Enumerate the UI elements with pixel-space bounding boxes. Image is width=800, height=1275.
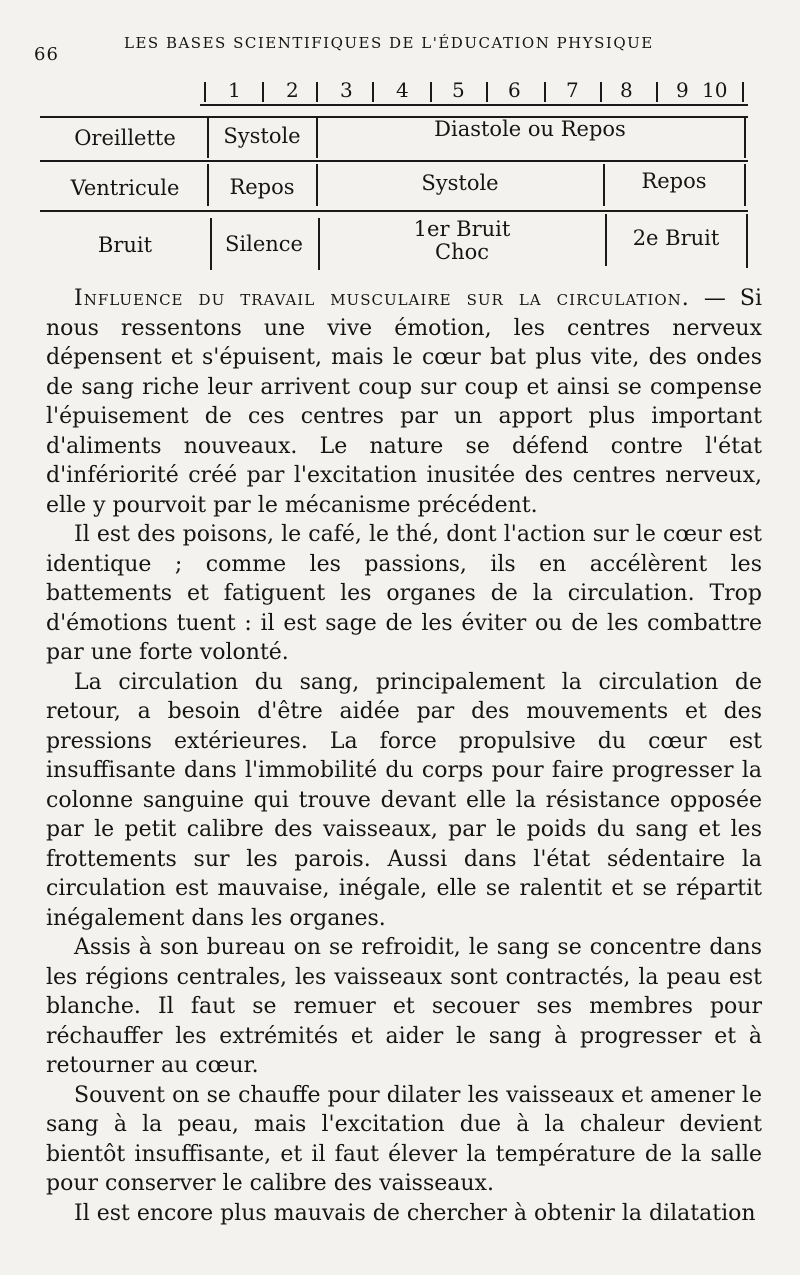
col-number: 9 — [676, 78, 689, 102]
col-number: 8 — [620, 78, 633, 102]
tick-divider — [486, 82, 488, 102]
cell-ventricule-repos: Repos — [229, 175, 295, 199]
cell-divider — [316, 118, 318, 158]
cell-divider — [603, 164, 605, 206]
tick-divider — [204, 82, 206, 102]
cell-ventricule-repos-2: Repos — [641, 169, 707, 193]
col-number: 10 — [702, 78, 728, 102]
tick-divider — [656, 82, 658, 102]
cardiac-cycle-table — [0, 70, 800, 280]
table-rule — [40, 160, 748, 162]
row-label-bruit: Bruit — [97, 233, 153, 257]
tick-divider — [544, 82, 546, 102]
paragraph: Souvent on se chauffe pour dilater les vaisseaux et amener le sang à la peau, mais l'excitation due à la chaleur devient bientôt insuffisante, et il faut élever la température de la salle pour conserver le calibre des vaisseaux. — [46, 1082, 762, 1196]
tick-divider — [600, 82, 602, 102]
col-number: 2 — [286, 78, 299, 102]
cell-divider — [746, 214, 748, 268]
paragraph: Il est des poisons, le café, le thé, dont l'action sur le cœur est identique ; comme les passions, ils en accélèrent les battements et fatiguent les organes de la circulation. Trop d'émotions tuent : il est sage de les éviter ou de les combattre par une forte volonté. — [46, 522, 762, 665]
cell-ventricule-systole: Systole — [421, 171, 499, 195]
cell-bruit-second: 2e Bruit — [632, 226, 720, 250]
col-number: 6 — [508, 78, 521, 102]
cell-divider — [316, 164, 318, 206]
tick-divider — [430, 82, 432, 102]
row-label-oreillette: Oreillette — [74, 126, 176, 150]
cell-divider — [744, 164, 746, 206]
table-rule — [200, 104, 748, 106]
table-rule — [40, 210, 748, 212]
tick-divider — [316, 82, 318, 102]
paragraph — [46, 284, 762, 520]
cell-divider — [605, 214, 607, 266]
cell-oreillette-diastole: Diastole ou Repos — [434, 117, 626, 141]
cell-divider — [744, 118, 746, 158]
body-text — [46, 284, 762, 1228]
cell-bruit-choc: Choc — [435, 240, 489, 264]
page-number: 66 — [34, 44, 59, 65]
running-title: LES BASES SCIENTIFIQUES DE L'ÉDUCATION PHYSIQUE — [124, 34, 654, 52]
cell-bruit-premier: 1er Bruit — [413, 217, 511, 241]
col-number: 1 — [228, 78, 241, 102]
tick-divider — [372, 82, 374, 102]
section-heading: Influence du travail musculaire sur la circulation. — [74, 286, 690, 311]
paragraph: Il est encore plus mauvais de chercher à obtenir la dilatation — [74, 1200, 756, 1226]
cell-oreillette-systole: Systole — [223, 124, 301, 148]
col-number: 3 — [340, 78, 353, 102]
tick-divider — [262, 82, 264, 102]
row-label-ventricule: Ventricule — [70, 176, 180, 200]
page-header — [34, 34, 774, 64]
col-number: 5 — [452, 78, 465, 102]
paragraph-text: — Si nous ressentons une vive émotion, les centres nerveux dépensent et s'épuisent, mais le cœur bat plus vite, des ondes de sang riche leur arrivent coup sur coup et ainsi se compense l'épuisement de ces centres par un apport plus important d'aliments nouveaux. Le nature se défend contre l'état d'infériorité créé par l'excitation inusitée des centres nerveux, elle y pourvoit par le mécanisme précédent. — [46, 286, 762, 518]
col-number: 7 — [566, 78, 579, 102]
cell-divider — [207, 118, 209, 158]
time-units-row — [200, 78, 750, 106]
cell-bruit-silence: Silence — [225, 232, 303, 256]
paragraph: La circulation du sang, principalement la circulation de retour, a besoin d'être aidée par des mouvements et des pressions extérieures. La force propulsive du cœur est insuffisante dans l'immobilité du corps pour faire progresser la colonne sanguine qui trouve devant elle la résistance opposée par le petit calibre des vaisseaux, par le poids du sang et les frottements sur les parois. Aussi dans l'état sédentaire la circulation est mauvaise, inégale, elle se ralentit et se répartit inégalement dans les organes. — [46, 669, 762, 931]
cell-divider — [318, 218, 320, 270]
cell-divider — [207, 164, 209, 206]
paragraph: Assis à son bureau on se refroidit, le sang se concentre dans les régions centrales, les vaisseaux sont contractés, la peau est blanche. Il faut se remuer et secouer ses membres pour réchauffer les extrémités et aider le sang à progresser et à retourner au cœur. — [46, 935, 762, 1078]
tick-divider — [742, 82, 744, 102]
col-number: 4 — [396, 78, 409, 102]
